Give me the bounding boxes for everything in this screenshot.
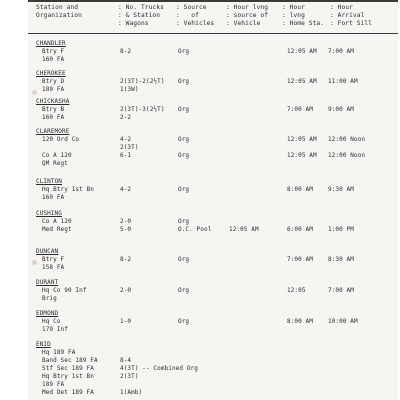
cell-arr: 12:00 Noon xyxy=(328,136,366,143)
cell-arr: 7:00 AM xyxy=(328,48,354,55)
station-city: DURANT xyxy=(36,279,59,286)
cell-org: Co A 120 xyxy=(42,152,72,159)
station-city: CHEROKEE xyxy=(36,70,66,77)
cell-trucks: 4-2 xyxy=(120,136,132,143)
cell-arr: 12:00 Noon xyxy=(328,152,366,159)
cell-source: Org xyxy=(178,318,190,325)
station-city: ENID xyxy=(36,341,51,348)
cell-org: 160 FA xyxy=(42,56,65,63)
cell-source: Org xyxy=(178,78,190,85)
header-hour-source: : Hour lvng : source of : Vehicle xyxy=(226,4,269,27)
station-city: CHANDLER xyxy=(36,40,66,47)
cell-trucks: 2(3T)-3(2½T) xyxy=(120,106,165,113)
document-page xyxy=(28,0,398,400)
cell-org: 189 FA xyxy=(42,86,65,93)
schedule-entries xyxy=(28,0,398,400)
cell-arr: 9:30 AM xyxy=(328,186,354,193)
cell-source: Org xyxy=(178,186,190,193)
cell-org: 160 FA xyxy=(42,114,65,121)
cell-org: 189 FA xyxy=(42,381,65,388)
cell-source: Org xyxy=(178,48,190,55)
cell-home: 7:00 AM xyxy=(287,256,313,263)
cell-source: Org xyxy=(178,136,190,143)
cell-source: Org xyxy=(178,106,190,113)
cell-arr: 9:00 AM xyxy=(328,106,354,113)
cell-trucks: 2(3T)-2(2½T) xyxy=(120,78,165,85)
cell-org: Hq Co xyxy=(42,318,61,325)
cell-home: 12:05 AM xyxy=(287,48,317,55)
cell-arr: 1:00 PM xyxy=(328,226,354,233)
cell-arr: 10:00 AM xyxy=(328,318,358,325)
cell-org: Btry D xyxy=(42,78,65,85)
cell-source: O.C. Pool xyxy=(178,226,212,233)
cell-org: Med Det 189 FA xyxy=(42,389,94,396)
cell-trucks: 2-0 xyxy=(120,218,132,225)
cell-trucks: 4-2 xyxy=(120,186,132,193)
station-city: DUNCAN xyxy=(36,248,59,255)
cell-home: 8:00 AM xyxy=(287,186,313,193)
cell-trucks: 4(3T) -- Combined Org xyxy=(120,365,198,372)
header-arrival: : Hour : Arrival : Fort Sill xyxy=(330,4,373,27)
cell-org: Btry B xyxy=(42,106,65,113)
cell-home: 8:00 AM xyxy=(287,318,313,325)
cell-org: 158 FA xyxy=(42,264,65,271)
cell-home: 7:00 AM xyxy=(287,106,313,113)
cell-src: 12:05 AM xyxy=(229,226,259,233)
cell-trucks: 1-0 xyxy=(120,318,132,325)
cell-trucks: 1(Amb) xyxy=(120,389,143,396)
cell-trucks: 2-0 xyxy=(120,287,132,294)
station-city: CHICKASHA xyxy=(36,98,70,105)
cell-org: Stf Sec 189 FA xyxy=(42,365,94,372)
cell-source: Org xyxy=(178,256,190,263)
station-city: CLAREMORE xyxy=(36,128,70,135)
cell-trucks: 1(3W) xyxy=(120,86,139,93)
cell-home: 12:05 xyxy=(287,287,306,294)
cell-trucks: 6-1 xyxy=(120,152,132,159)
cell-home: 6:00 AM xyxy=(287,226,313,233)
station-city: CUSHING xyxy=(36,210,62,217)
cell-org: 120 Ord Co xyxy=(42,136,80,143)
cell-org: Band Sec 189 FA xyxy=(42,357,98,364)
cell-org: Co A 120 xyxy=(42,218,72,225)
cell-org: Btry F xyxy=(42,48,65,55)
cell-org: Brig xyxy=(42,295,57,302)
cell-trucks: 8-2 xyxy=(120,48,132,55)
station-city: CLINTON xyxy=(36,178,62,185)
cell-source: Org xyxy=(178,152,190,159)
header-hour-home: : Hour : lvng : Home Sta. xyxy=(282,4,325,27)
cell-org: QM Regt xyxy=(42,160,68,167)
cell-source: Org xyxy=(178,218,190,225)
station-city: EDMOND xyxy=(36,310,59,317)
cell-org: Hq 189 FA xyxy=(42,349,76,356)
cell-org: Med Regt xyxy=(42,226,72,233)
cell-org: Hq Co 90 Inf xyxy=(42,287,87,294)
cell-org: Hq Btry 1st Bn xyxy=(42,373,94,380)
header-source: : Source : of : Vehicles xyxy=(176,4,215,27)
cell-org: Btry F xyxy=(42,256,65,263)
cell-trucks: 2(3T) xyxy=(120,144,139,151)
header-station: Station and Organization xyxy=(36,4,82,19)
cell-home: 12:05 AM xyxy=(287,78,317,85)
cell-org: Hq Btry 1st Bn xyxy=(42,186,94,193)
cell-trucks: 8-4 xyxy=(120,357,132,364)
cell-org: 160 FA xyxy=(42,194,65,201)
cell-trucks: 8-2 xyxy=(120,256,132,263)
cell-home: 12:05 AM xyxy=(287,152,317,159)
cell-arr: 11:00 AM xyxy=(328,78,358,85)
cell-trucks: 2-2 xyxy=(120,114,132,121)
cell-trucks: 5-0 xyxy=(120,226,132,233)
cell-trucks: 2(3T) xyxy=(120,373,139,380)
header-trucks: : No. Trucks : & Station : Wagons xyxy=(118,4,164,27)
cell-home: 12:05 AM xyxy=(287,136,317,143)
cell-source: Org xyxy=(178,287,190,294)
cell-arr: 8:30 AM xyxy=(328,256,354,263)
cell-arr: 7:00 AM xyxy=(328,287,354,294)
cell-org: 179 Inf xyxy=(42,326,68,333)
